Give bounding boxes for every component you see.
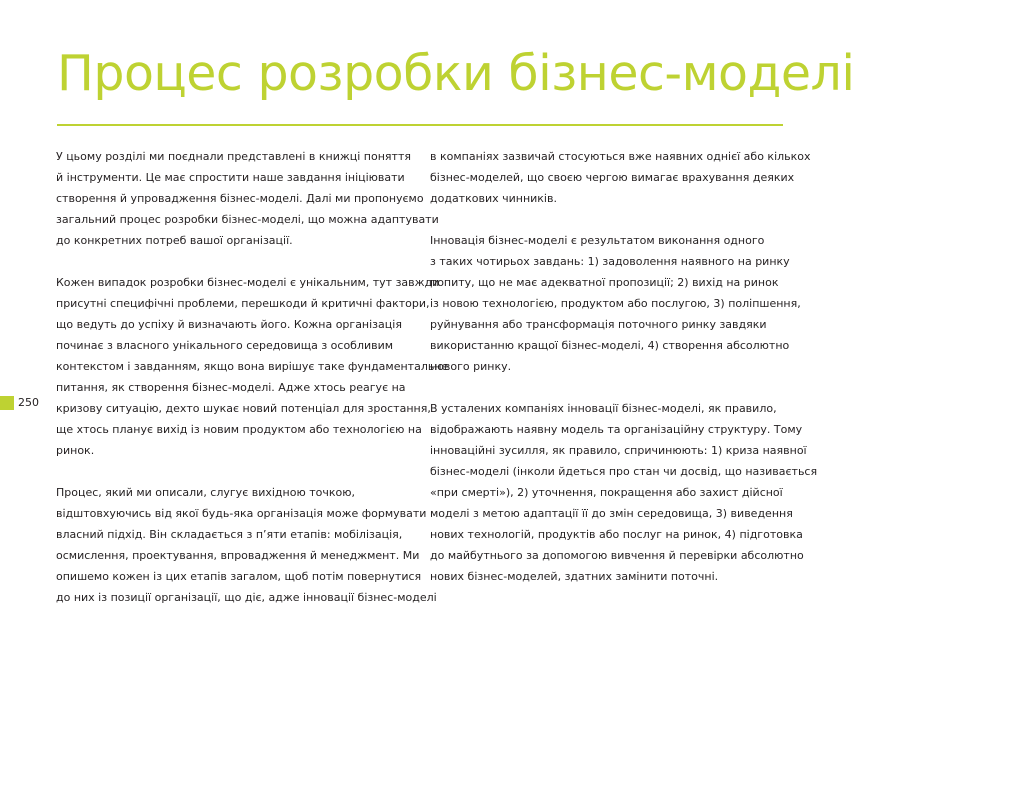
text-line: ринок. — [56, 444, 95, 457]
text-line: У цьому розділі ми поєднали представлені в книжці поняття — [56, 150, 411, 163]
text-line: відштовхуючись від якої будь-яка організація може формувати — [56, 507, 427, 520]
text-line: питання, як створення бізнес-моделі. Адже хтось реагує на — [56, 381, 406, 394]
text-line: В усталених компаніях інновації бізнес-моделі, як правило, — [430, 402, 777, 415]
text-line: в компаніях зазвичай стосуються вже наявних однієї або кількох — [430, 150, 811, 163]
text-line: загальний процес розробки бізнес-моделі, що можна адаптувати — [56, 213, 439, 226]
text-line: використанню кращої бізнес-моделі, 4) створення абсолютно — [430, 339, 790, 352]
text-line: контекстом і завданням, якщо вона вирішує таке фундаментальне — [56, 360, 449, 373]
page-marker — [0, 396, 14, 410]
paragraph — [430, 146, 810, 209]
text-line: інноваційні зусилля, як правило, спричинюють: 1) криза наявної — [430, 444, 807, 457]
left-text-column — [56, 146, 449, 629]
paragraph — [430, 398, 818, 587]
text-line: Процес, який ми описали, слугує вихідною точкою, — [56, 486, 355, 499]
paragraph — [56, 482, 437, 608]
text-line: нових технологій, продуктів або послуг на ринок, 4) підготовка — [430, 528, 803, 541]
text-line: руйнування або трансформація поточного ринку завдяки — [430, 318, 767, 331]
text-line: до конкретних потреб вашої організації. — [56, 234, 293, 247]
paragraph — [430, 230, 810, 377]
text-line: створення й упровадження бізнес-моделі. Далі ми пропонуємо — [56, 192, 424, 205]
text-line: опишемо кожен із цих етапів загалом, щоб потім повернутися — [56, 570, 422, 583]
title-divider — [57, 124, 783, 126]
text-line: й інструменти. Це має спростити наше завдання ініціювати — [56, 171, 405, 184]
text-line: до майбутнього за допомогою вивчення й перевірки абсолютно — [430, 549, 804, 562]
text-line: починає з власного унікального середовища з особливим — [56, 339, 394, 352]
text-line: нових бізнес-моделей, здатних замінити поточні. — [430, 570, 719, 583]
text-line: Кожен випадок розробки бізнес-моделі є унікальним, тут завжди — [56, 276, 440, 289]
text-line: ще хтось планує вихід із новим продуктом або технологією на — [56, 423, 422, 436]
text-line: «при смерті»), 2) уточнення, покращення або захист дійсної — [430, 486, 783, 499]
text-line: що ведуть до успіху й визначають його. Кожна організація — [56, 318, 402, 331]
text-line: бізнес-моделі (інколи йдеться про стан чи досвід, що називається — [430, 465, 818, 478]
text-line: із новою технологією, продуктом або послугою, 3) поліпшення, — [430, 297, 801, 310]
text-line: нового ринку. — [430, 360, 512, 373]
text-line: відображають наявну модель та організаційну структуру. Тому — [430, 423, 803, 436]
paragraph — [56, 272, 449, 461]
page-number: 250 — [18, 396, 39, 409]
text-line: Інновація бізнес-моделі є результатом виконання одного — [430, 234, 765, 247]
text-line: кризову ситуацію, дехто шукає новий потенціал для зростання, — [56, 402, 431, 415]
paragraph — [56, 146, 439, 251]
text-line: осмислення, проектування, впровадження й менеджмент. Ми — [56, 549, 420, 562]
text-line: моделі з метою адаптації її до змін середовища, 3) виведення — [430, 507, 793, 520]
text-line: власний підхід. Він складається з п’яти етапів: мобілізація, — [56, 528, 403, 541]
text-line: присутні специфічні проблеми, перешкоди й критичні фактори, — [56, 297, 430, 310]
text-line: до них із позиції організації, що діє, адже інновації бізнес-моделі — [56, 591, 437, 604]
text-line: попиту, що не має адекватної пропозиції; 2) вихід на ринок — [430, 276, 779, 289]
page-title: Процес розробки бізнес-моделі — [57, 45, 855, 102]
text-line: додаткових чинників. — [430, 192, 557, 205]
text-line: бізнес-моделей, що своєю чергою вимагає врахування деяких — [430, 171, 795, 184]
text-line: з таких чотирьох завдань: 1) задоволення наявного на ринку — [430, 255, 790, 268]
right-text-column — [430, 146, 818, 608]
